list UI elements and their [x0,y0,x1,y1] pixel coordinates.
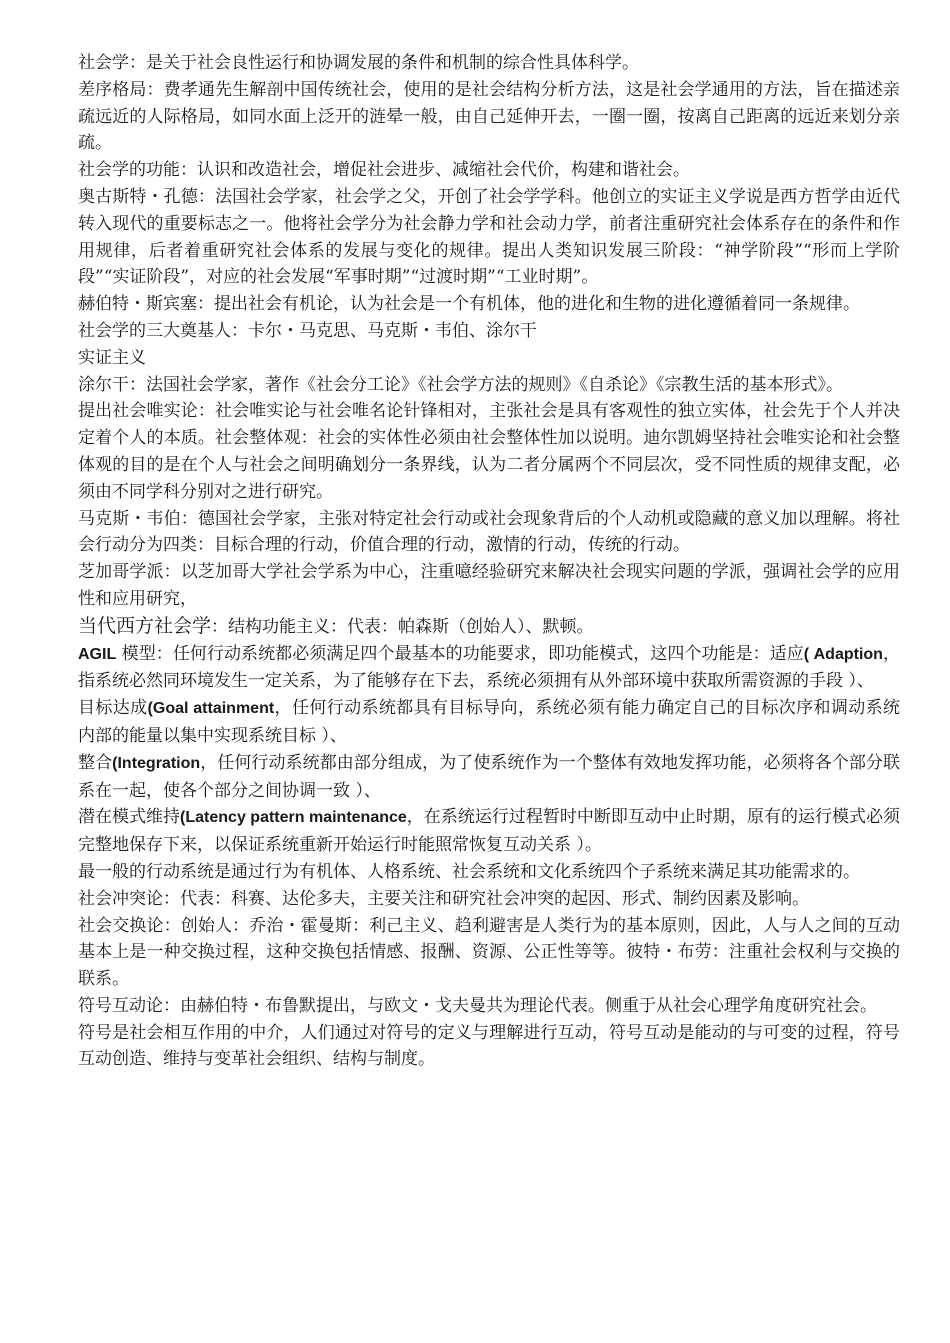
paragraph-symbolic-interactionism: 符号互动论：由赫伯特・布鲁默提出，与欧文・戈夫曼共为理论代表。侧重于从社会心理学角度研究社会。 [78,995,877,1016]
paragraph-spencer: 赫伯特・斯宾塞：提出社会有机论，认为社会是一个有机体，他的进化和生物的进化遵循着同一条规律。 [78,294,860,315]
paragraph-conflict-theory: 社会冲突论：代表：科赛、达伦多夫，主要关注和研究社会冲突的起因、形式、制约因素及影响。 [78,888,809,909]
paragraph-founders: 社会学的三大奠基人：卡尔・马克思、马克斯・韦伯、涂尔干 [78,320,537,341]
label-goal-attainment: 目标达成 [78,698,148,719]
text-integration: ，任何行动系统都由部分组成，为了使系统作为一个整体有效地发挥功能，必须将各个部分联系在一起，使各个部分之间协调一致 ）、 [78,752,900,801]
paragraph-comte: 奥古斯特・孔德：法国社会学家，社会学之父，开创了社会学学科。他创立的实证主义学说是西方哲学由近代转入现代的重要标志之一。他将社会学分为社会静力学和社会动力学，前者注重研究社会体系存在的条件和作用规律，后者着重研究社会体系的发展与变化的规律。提出人类知识发展三阶段：“神学阶段”“形而上学阶段”“实证阶段”，对应的社会发展“军事时期”“过渡时期”“工业时期”。 [78,186,900,288]
paragraph-chicago-school: 芝加哥学派：以芝加哥大学社会学系为中心，注重噫经验研究来解决社会现实问题的学派，强调社会学的应用性和应用研究， [78,562,900,609]
text-goal-attainment: ，任何行动系统都具有目标导向，系统必须有能力确定自己的目标次序和调动系统内部的能量以集中实现系统目标 ）、 [78,698,901,746]
term-goal-attainment: (Goal attainment [147,700,275,718]
label-integration: 整合 [78,752,113,773]
paragraph-symbols: 符号是社会相互作用的中介，人们通过对符号的定义与理解进行互动，符号互动是能动的与可变的过程，符号互动创造、维持与变革社会组织、结构与制度。 [78,1022,900,1070]
document-page [78,50,900,1073]
label-latency: 潜在模式维持 [78,807,181,828]
text-adaption: ，指系统必然同环境发生一定关系，为了能够存在下去，系统必须拥有从外部环境中获取所需资源的手段 ）、 [78,643,901,692]
paragraph-social-realism: 提出社会唯实论：社会唯实论与社会唯名论针锋相对，主张社会是具有客观性的独立实体，社会先于个人并决定着个人的本质。社会整体观：社会的实体性必须由社会整体性加以说明。迪尔凯姆坚持社会唯实论和社会整体观的目的是在个人与社会之间明确划分一条界线，认为二者分属两个不同层次，受不同性质的规律支配，必须由不同学科分别对之进行研究。 [78,401,900,502]
term-agil: AGIL [78,645,117,663]
text-agil-intro: 模型：任何行动系统都必须满足四个最基本的功能要求，即功能模式，这四个功能是：适应 [116,643,804,664]
paragraph-positivism: 实证主义 [78,347,146,368]
paragraph-chaxu-geju: 差序格局：费孝通先生解剖中国传统社会，使用的是社会结构分析方法，这是社会学通用的方法，旨在描述亲疏远近的人际格局，如同水面上泛开的涟晕一般，由自己延伸开去，一圈一圈，按离自己距离的远近来划分亲疏。 [78,79,900,154]
term-integration: (Integration [112,754,201,772]
text-structural-functionalism: ：结构功能主义：代表：帕森斯（创始人）、默顿。 [211,616,594,637]
heading-contemporary-western: 当代西方社会学 [78,614,212,637]
paragraph-weber: 马克斯・韦伯：德国社会学家，主张对特定社会行动或社会现象背后的个人动机或隐藏的意义加以理解。将社会行动分为四类：目标合理的行动，价值合理的行动，激情的行动，传统的行动。 [78,508,900,556]
paragraph-durkheim: 涂尔干：法国社会学家，著作《社会分工论》《社会学方法的规则》《自杀论》《宗教生活的基本形式》。 [78,374,843,395]
paragraph-sociology-definition: 社会学：是关于社会良性运行和协调发展的条件和机制的综合性具体科学。 [78,53,639,73]
paragraph-sociology-functions: 社会学的功能：认识和改造社会，增促社会进步、减缩社会代价，构建和谐社会。 [78,160,690,181]
paragraph-goal-attainment [78,695,900,750]
paragraph-latency [78,804,900,859]
text-latency: ，在系统运行过程暂时中断即互动中止时期，原有的运行模式必须完整地保存下来，以保证系统重新开始运行时能照常恢复互动关系 ）。 [78,807,901,856]
paragraph-action-system: 最一般的行动系统是通过行为有机体、人格系统、社会系统和文化系统四个子系统来满足其功能需求的。 [78,861,860,882]
term-latency: (Latency pattern maintenance [180,809,407,827]
paragraph-agil-model [78,641,900,696]
paragraph-integration [78,750,900,805]
paragraph-contemporary-western [78,613,900,641]
paragraph-exchange-theory: 社会交换论：创始人：乔治・霍曼斯：利己主义、趋利避害是人类行为的基本原则，因此，人与人之间的互动基本上是一种交换过程，这种交换包括情感、报酬、资源、公正性等等。彼特・布劳：注重社会权利与交换的联系。 [78,915,900,990]
term-adaption: ( Adaption [803,645,883,663]
